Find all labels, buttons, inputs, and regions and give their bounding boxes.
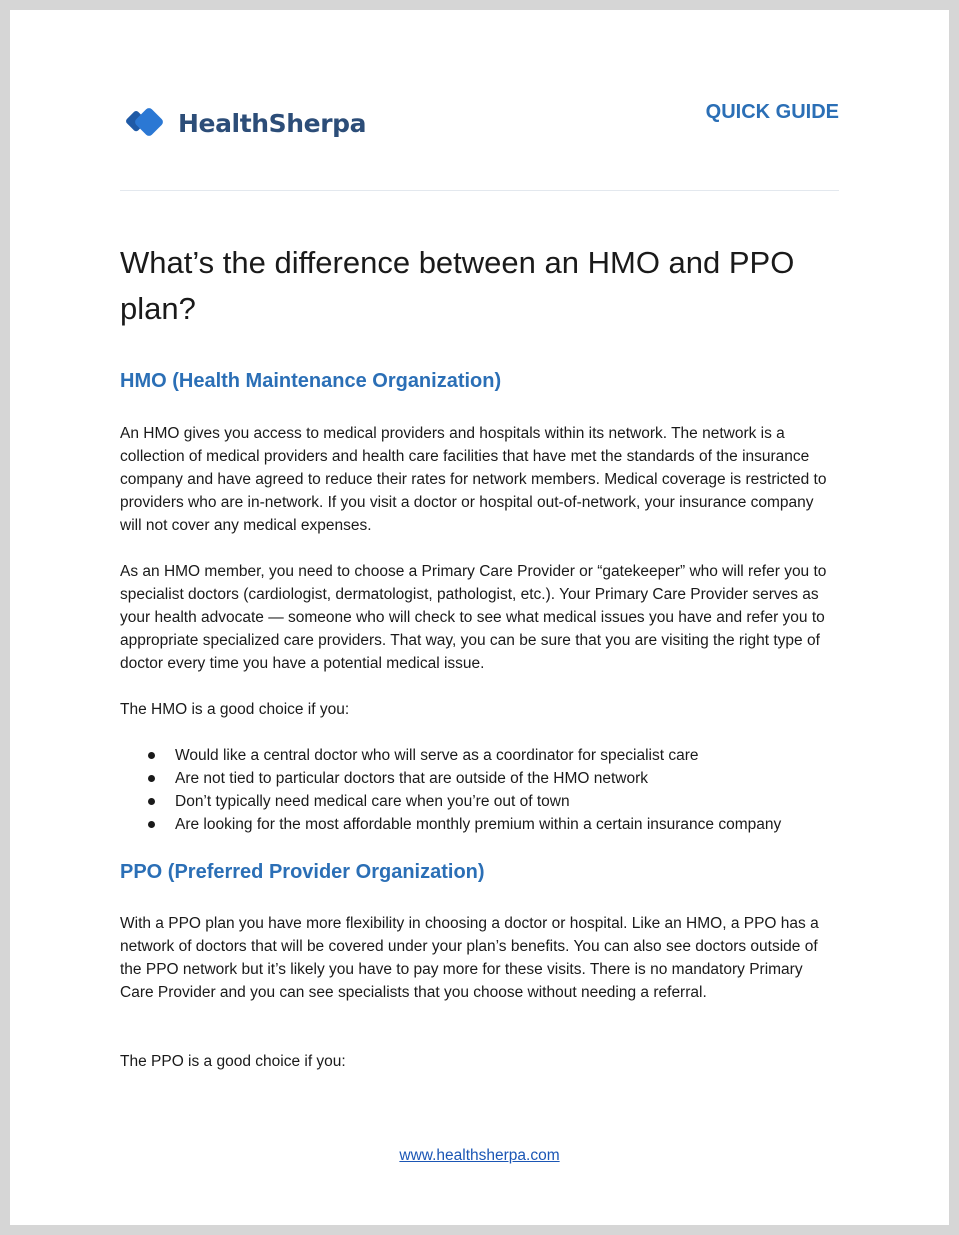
hmo-heading: HMO (Health Maintenance Organization) bbox=[120, 370, 502, 392]
list-item bbox=[120, 813, 850, 836]
list-item-text: Are not tied to particular doctors that are outside of the HMO network bbox=[175, 770, 648, 787]
document-page bbox=[10, 10, 949, 1225]
list-item bbox=[120, 790, 850, 813]
list-item-text: Would like a central doctor who will serve as a coordinator for specialist care bbox=[175, 747, 699, 764]
quick-guide-label: QUICK GUIDE bbox=[705, 101, 839, 123]
footer-website-link[interactable]: www.healthsherpa.com bbox=[399, 1147, 560, 1164]
hmo-paragraph-2: As an HMO member, you need to choose a Primary Care Provider or “gatekeeper” who will refer you to specialist doctors (cardiologist, dermatologist, pathologist, etc.). Your Primary Care Provider serves as your health advocate — someone who will check to see what medical issues you have and refer you to appropriate specialized care providers. That way, you can be sure that you are visiting the right type of doctor every time you have a potential medical issue. bbox=[120, 563, 827, 672]
page-title: What’s the difference between an HMO and PPO plan? bbox=[120, 245, 795, 326]
list-item bbox=[120, 767, 850, 790]
list-item bbox=[120, 744, 850, 767]
healthsherpa-logo[interactable] bbox=[124, 103, 366, 143]
bullet-icon bbox=[148, 798, 155, 805]
ppo-paragraph-1: With a PPO plan you have more flexibility in choosing a doctor or hospital. Like an HMO, a PPO has a network of doctors that will be covered under your plan’s benefits. You can also see doctors outside of the PPO network but it’s likely you have to pay more for these visits. There is no mandatory Primary Care Provider and you can see specialists that you choose without needing a referral. bbox=[120, 915, 819, 1001]
bullet-icon bbox=[148, 752, 155, 759]
hmo-bullet-list bbox=[120, 744, 850, 836]
ppo-good-choice-intro: The PPO is a good choice if you: bbox=[120, 1053, 346, 1070]
list-item-text: Don’t typically need medical care when you’re out of town bbox=[175, 793, 570, 810]
list-item-text: Are looking for the most affordable monthly premium within a certain insurance company bbox=[175, 816, 782, 833]
header-divider bbox=[120, 190, 839, 191]
brand-name: HealthSherpa bbox=[178, 108, 367, 138]
bullet-icon bbox=[148, 821, 155, 828]
ppo-heading: PPO (Preferred Provider Organization) bbox=[120, 861, 485, 883]
hmo-paragraph-1: An HMO gives you access to medical providers and hospitals within its network. The network is a collection of medical providers and health care facilities that have met the standards of the insurance company and have agreed to reduce their rates for network members. Medical coverage is restricted to providers who are in-network. If you visit a doctor or hospital out-of-network, your insurance company will not cover any medical expenses. bbox=[120, 425, 827, 534]
hmo-good-choice-intro: The HMO is a good choice if you: bbox=[120, 701, 350, 718]
bullet-icon bbox=[148, 775, 155, 782]
diamond-heart-icon bbox=[124, 105, 170, 141]
